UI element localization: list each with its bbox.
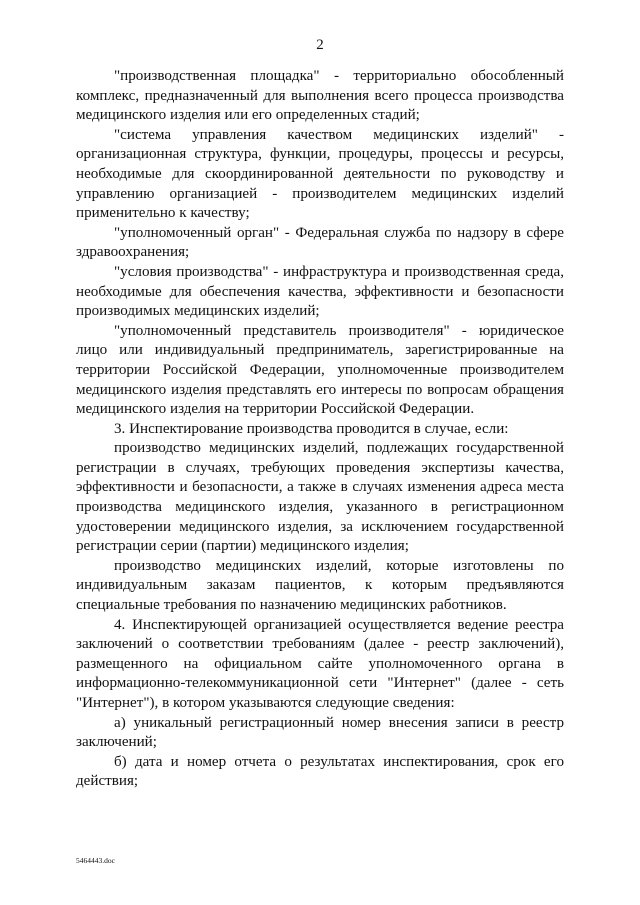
clause-4-registry: 4. Инспектирующей организацией осуществляется ведение реестра заключений о соответствии требованиям (далее - реестр заключений), размещенного на официальном сайте уполномоченного органа в информационно-телекоммуникационной сети "Интернет" (далее - сеть "Интернет"), в котором указываются следующие сведения: <box>76 616 564 711</box>
clause-4-item-b: б) дата и номер отчета о результатах инспектирования, срок его действия; <box>76 753 564 790</box>
clause-3-case-individual-orders: производство медицинских изделий, которые изготовлены по индивидуальным заказам пациентов, к которым предъявляются специальные требования по назначению медицинских работников. <box>76 557 564 614</box>
definition-quality-management-system: "система управления качеством медицинских изделий" - организационная структура, функции, процедуры, процессы и ресурсы, необходимые для скоординированной деятельности по руководству и управлению организацией - производителем медицинских изделий применительно к качеству; <box>76 126 564 222</box>
clause-3-case-registration: производство медицинских изделий, подлежащих государственной регистрации в случаях, требующих проведения экспертизы качества, эффективности и безопасности, а также в случаях изменения адреса места производства медицинского изделия, указанного в регистрационном удостоверении медицинского изделия, за исключением государственной регистрации серии (партии) медицинского изделия; <box>76 440 564 555</box>
clause-3-heading: 3. Инспектирование производства проводится в случае, если: <box>114 420 509 437</box>
definition-production-site: "производственная площадка" - территориально обособленный комплекс, предназначенный для выполнения всего процесса производства медицинского изделия или его определенных стадий; <box>76 68 564 124</box>
page-number: 2 <box>316 37 324 53</box>
document-body <box>76 67 564 792</box>
definition-authorized-representative: "уполномоченный представитель производителя" - юридическое лицо или индивидуальный предприниматель, зарегистрированные на территории Российской Федерации, уполномоченные производителем медицинского изделия представлять его интересы по вопросам обращения медицинского изделия на территории Российской Федерации. <box>76 322 564 418</box>
definition-production-conditions: "условия производства" - инфраструктура и производственная среда, необходимые для обеспечения качества, эффективности и безопасности производимых медицинских изделий; <box>76 263 564 320</box>
footer-document-code: 5464443.doc <box>76 856 115 865</box>
definition-authorized-body: "уполномоченный орган" - Федеральная служба по надзору в сфере здравоохранения; <box>76 224 564 261</box>
clause-4-item-a: а) уникальный регистрационный номер внесения записи в реестр заключений; <box>76 714 564 751</box>
